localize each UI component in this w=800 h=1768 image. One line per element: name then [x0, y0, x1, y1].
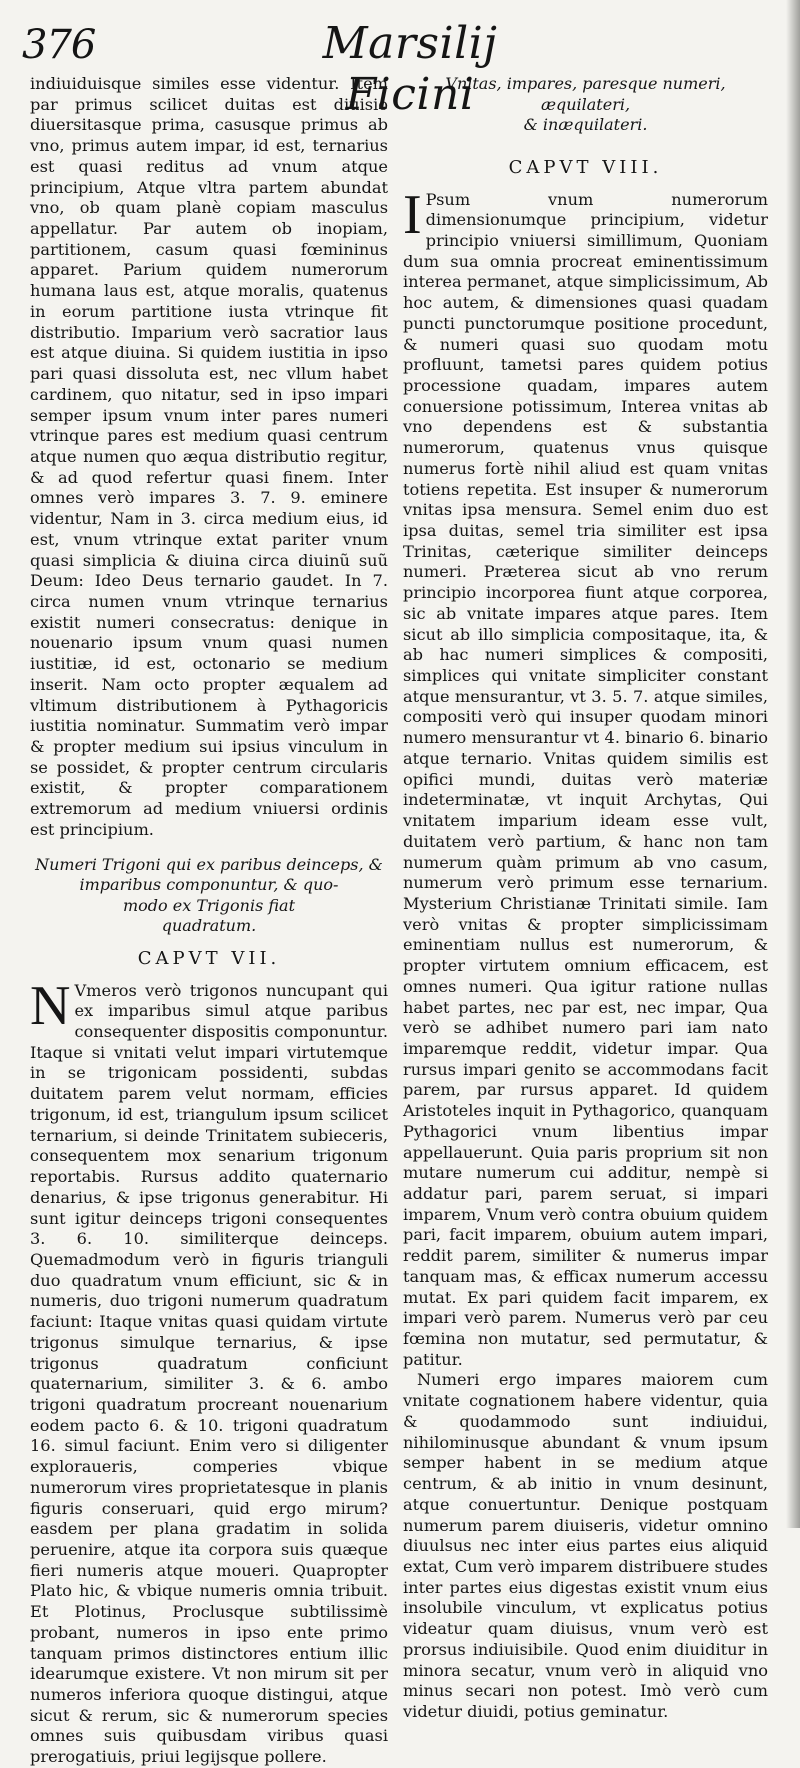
page-gutter-shadow	[786, 0, 800, 1528]
chapter-heading: CAPVT VIII.	[508, 156, 663, 178]
drop-capital: N	[30, 974, 71, 1037]
left-column	[30, 74, 388, 1768]
paragraph-text: Vmeros verò trigonos nuncupant qui ex imparibus simul atque paribus consequenter dispositis componuntur. Itaque si vnitati velut impari virtutemque in se trigonicam possidenti, subdas duitatem parem velut normam, efficies trigonum, id est, triangulum ipsum scilicet ternarium, si deinde Trinitatem subieceris, consequentem mox senarium trigonum reportabis. Rursus addito quaternario denarius, & ipse trigonus generabitur. Hi sunt igitur deinceps trigoni consequentes 3. 6. 10. similiterque deinceps. Quemadmodum verò in figuris trianguli duo quadratum vnum efficiunt, sic & in numeris, duo trigoni numerum quadratum faciunt: Itaque vnitas quasi quidam virtute trigonus simulque ternarius, & ipse trigonus quadratum conficiunt quaternarium, similiter 3. & 6. ambo trigoni quadratum procreant nouenarium eodem pacto 6. & 10. trigoni quadratum 16. simul faciunt. Enim vero si diligenter exploraueris, comperies vbique numerorum vires proprietatesque in planis figuris conseruari, quid ergo mirum? easdem per plana gradatim in solida peruenire, atque ita corpora suis quæque fieri numeris atque moueri. Quapropter Plato hic, & vbique numeris omnia tribuit. Et Plotinus, Proclusque subtilissimè probant, numeros in ipso ente primo tanquam primos distinctores entium illic idearumque existere. Vt non mirum sit per numeros inferiora quoque distingui, atque sicut & rerum, sic & numerorum species omnes suis quibusdam viribus quasi prerogatiuis, priui legijsque pollere.	[30, 980, 388, 1767]
section-heading-line: Vnitas, impares, paresque numeri, æquilateri,	[445, 74, 726, 114]
section-heading-line: quadratum.	[161, 916, 257, 936]
paragraph: indiuiduisque similes esse videntur. Item par primus scilicet duitas est diuisio diuersitasque prima, casusque primus ab vno, primus autem impar, id est, ternarius est quasi reditus ad vnum atque principium, Atque vltra partem abundat vno, ob quam planè copiam masculus appellatur. Par autem ob inopiam, partitionem, casum quasi fœmininus apparet. Parium quidem numerorum humana laus est, atque moralis, quatenus in eorum partitione iusta vtrinque fit distributio. Imparium verò sacratior laus est atque diuina. Si quidem iustitia in ipso pari quasi dissoluta est, nec vllum habet cardinem, quo nitatur, sed in ipso impari semper ipsum vnum inter pares numeri vtrinque pares est medium quasi centrum atque numen quo æqua distributio regitur, & ad quod refertur quasi finem. Inter omnes verò impares 3. 7. 9. eminere videntur, Nam in 3. circa medium eius, id est, vnum vtrinque extat pariter vnum quasi simplicia & diuina circa diuinũ suũ Deum: Ideo Deus ternario gaudet. In 7. circa numen vnum vtrinque ternarius existit numeri consecratus: denique in nouenario ipsum vnum quasi numen iustitiæ, id est, octonario se medium inserit. Nam octo propter æqualem ad vltimum distributionem à Pythagoricis iustitia nominatur. Summatim verò impar & propter medium sui ipsius vinculum in se possidet, & propter centrum circularis existit, & propter comparationem extremorum ad medium vniuersi ordinis est principium.	[30, 74, 388, 839]
paragraph	[403, 183, 768, 1371]
drop-capital: I	[403, 183, 422, 246]
right-column	[403, 74, 768, 1723]
section-heading-line: modo ex Trigonis fiat	[122, 895, 295, 915]
section-heading-line: imparibus componuntur, & quo-	[79, 875, 339, 895]
running-title: Marsilij Ficini	[322, 18, 498, 120]
section-heading-line: & inæquilateri.	[523, 115, 648, 134]
paragraph-text: Psum vnum numerorum dimensionumque principium, videtur principio vniuersi simillimum, Quoniam dum sua omnia procreat eminentissimum interea permanet, atque simplicissimum, Ab hoc autem, & dimensiones quasi quadam puncti punctorumque positione procedunt, & numeri quasi suo quodam motu profluunt, tametsi pares quidem potius processione quadam, impares autem conuersione potissimum, Interea vnitas ab vno dependens est & substantia numerorum, quatenus vnus quisque numerus fortè nihil aliud est quam vnitas totiens repetita. Est insuper & numerorum vnitas ipsa mensura. Semel enim duo est ipsa duitas, semel tria similiter est ipsa Trinitas, cæterique similiter deinceps numeri. Præterea sicut ab vno rerum principio incorporea fiunt atque corporea, sic ab vnitate impares atque pares. Item sicut ab illo simplicia compositaque, ita, & ab hac numeri simplices & compositi, simplices qui vnitate simpliciter constant atque mensurantur, vt 3. 5. 7. atque similes, compositi verò qui insuper quodam minori numero mensurantur vt 4. binario 6. binario atque ternario. Vnitas quidem similis est opifici mundi, duitas verò materiæ indeterminatæ, vt inquit Archytas, Qui vnitatem imparium ideam esse vult, duitatem verò partium, & hanc non tam numerum quàm primum ab vno casum, numerum verò primum esse ternarium. Mysterium Christianæ Trinitati simile. Iam verò vnitas & propter simplicissimam eminentiam nullus est numerorum, & propter virtutem omnium efficacem, est omnes numeri. Qua igitur ratione nullas habet partes, nec par est, nec impar, Qua verò se adhibet numero pari iam nato imparemque reddit, videtur impar. Qua rursus impari genito se accommodans facit parem, par rursus apparet. Id quidem Aristoteles inquit in Pythagorico, quanquam Pythagorici vnum libentius impar appellauerunt. Quia paris proprium sit non mutare numerum cui additur, nempè si addatur pari, parem seruat, si impari imparem, Vnum verò contra obuium quidem pari, facit imparem, obuium autem impari, reddit parem, similiter & numerus impar tanquam mas, & efficax numerum accessu mutat. Ex pari quidem facit imparem, ex impari verò parem. Numerus verò par ceu fœmina non mutatur, sed permutatur, & patitur.	[403, 189, 768, 1369]
section-heading-line: Numeri Trigoni qui ex paribus deinceps, &	[35, 854, 383, 874]
paragraph	[30, 974, 388, 1768]
page-number: 376	[22, 22, 96, 68]
chapter-heading: CAPVT VII.	[137, 947, 281, 969]
paragraph: Numeri ergo impares maiorem cum vnitate cognationem habere videntur, quia & quodammodo sunt indiuidui, nihilominusque abundant & vnum ipsum semper habent in se medium atque centrum, & ab initio in vnum desinunt, atque conuertuntur. Denique postquam numerum parem diuiseris, videtur omnino diuulsus nec inter eius partes eius aliquid extat, Cum verò imparem distribuere studes inter partes eius digestas existit vnum eius insolubile vinculum, vt explicatus potius videatur quam diuisus, vnum verò est prorsus indiuisibile. Quod enim diuiditur in minora secatur, vnum verò in aliquid vno minus secari non potest. Imò verò cum videtur diuidi, potius geminatur.	[403, 1370, 768, 1721]
